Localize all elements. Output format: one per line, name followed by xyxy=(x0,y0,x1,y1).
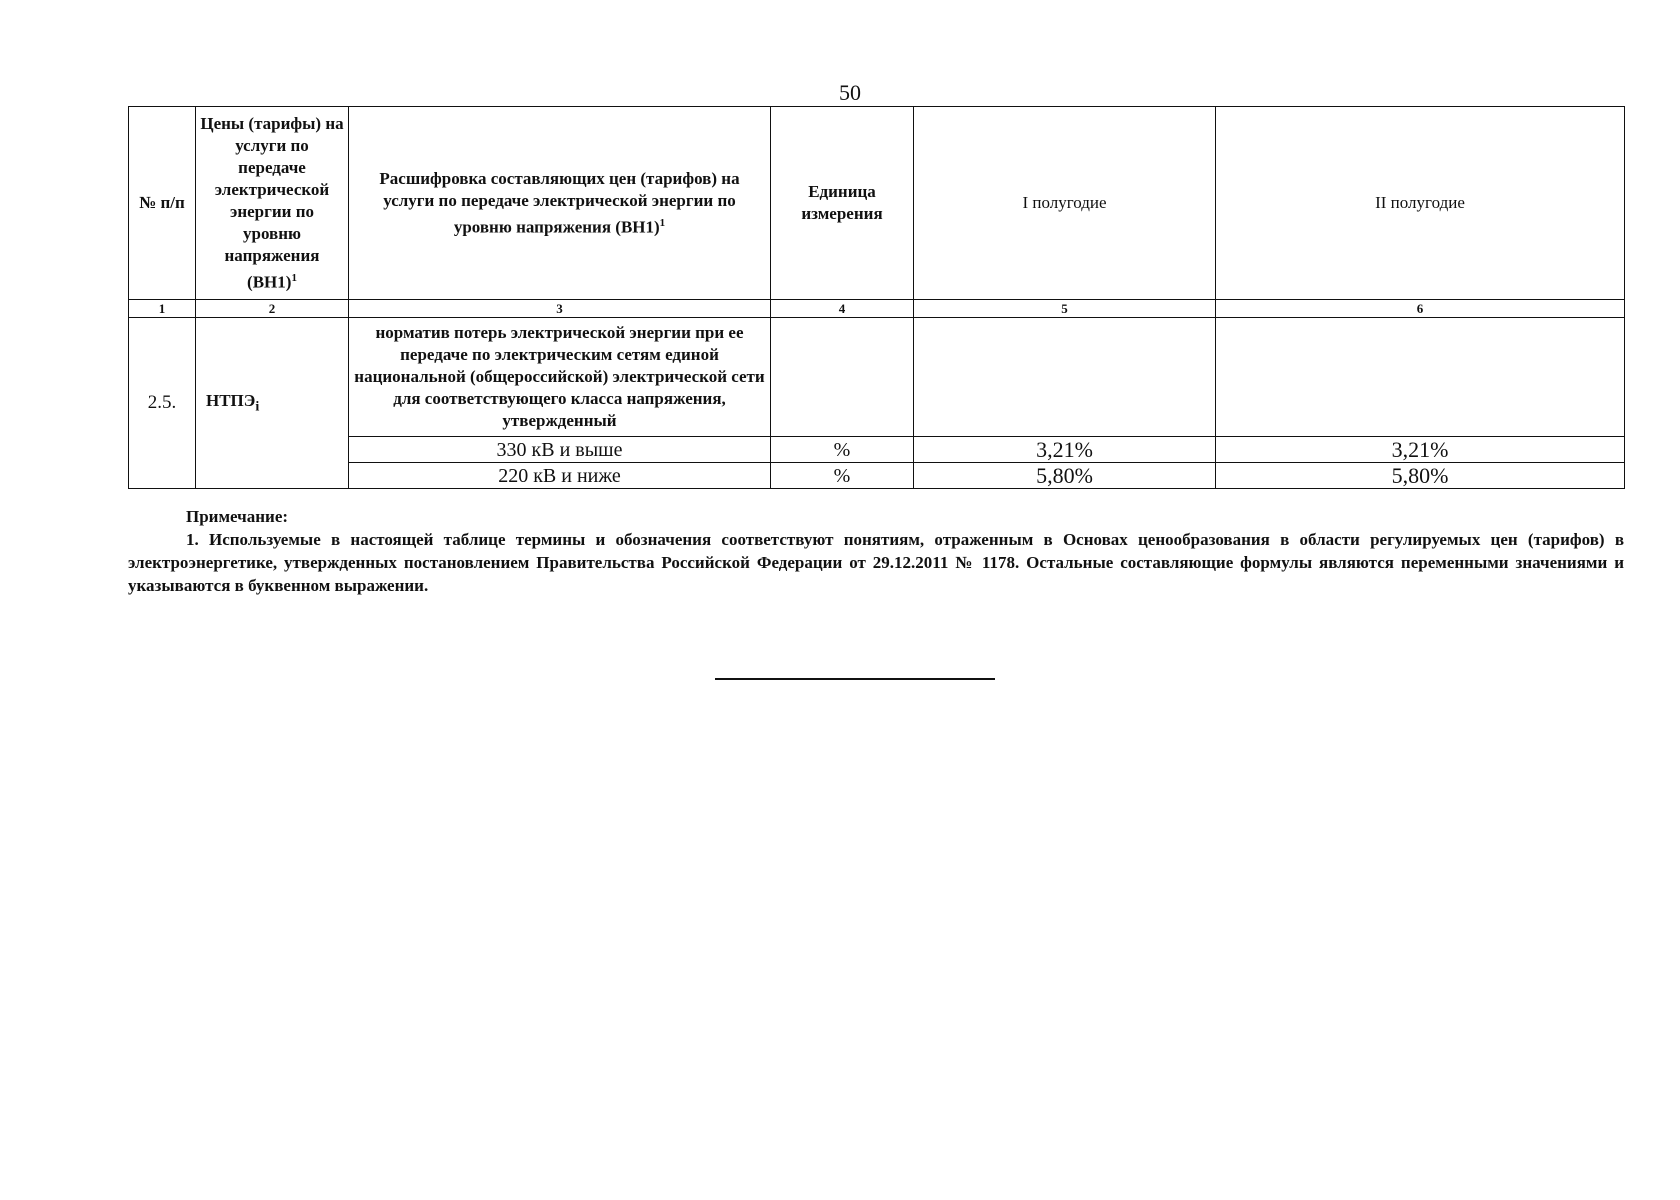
value-half-2: 5,80% xyxy=(1216,463,1625,489)
empty-cell xyxy=(914,318,1216,437)
column-number: 3 xyxy=(349,300,771,318)
empty-cell xyxy=(771,318,914,437)
voltage-class: 330 кВ и выше xyxy=(349,437,771,463)
header-unit: Единица измерения xyxy=(771,107,914,300)
footnote-mark: 1 xyxy=(659,216,666,229)
header-number: № п/п xyxy=(129,107,196,300)
page-number: 50 xyxy=(839,80,861,105)
value-half-1: 3,21% xyxy=(914,437,1216,463)
row-number: 2.5. xyxy=(129,318,196,489)
empty-cell xyxy=(1216,318,1625,437)
column-number: 4 xyxy=(771,300,914,318)
row-description: норматив потерь электрической энергии при ее передаче по электрическим сетям единой национальной (общероссийской) электрической сети для соответствующего класса напряжения, утвержденный xyxy=(349,318,771,437)
footnote-mark: 1 xyxy=(291,271,297,284)
column-number-row xyxy=(129,300,1625,318)
note-title: Примечание: xyxy=(186,507,289,526)
header-half-2: II полугодие xyxy=(1216,107,1625,300)
header-half-1: I полугодие xyxy=(914,107,1216,300)
table-row xyxy=(129,463,1625,489)
value-half-1: 5,80% xyxy=(914,463,1216,489)
unit-cell: % xyxy=(771,463,914,489)
header-breakdown: Расшифровка составляющих цен (тарифов) на услуги по передаче электрической энергии по уровню напряжения $(ВН1)^1$ xyxy=(349,107,771,300)
value-half-2: 3,21% xyxy=(1216,437,1625,463)
unit-cell: % xyxy=(771,437,914,463)
note-text: 1. Используемые в настоящей таблице термины и обозначения соответствуют понятиям, отраженным в Основах ценообразования в области регулируемых цен (тарифов) в электроэнергетике, утвержденных постановлением Правительства Российской Федерации от 29.12.2011 № 1178. Остальные составляющие формулы являются переменными значениями и указываются в буквенном выражении. xyxy=(128,530,1624,595)
tariff-table xyxy=(128,106,1625,489)
note-section xyxy=(128,505,1624,597)
voltage-class: 220 кВ и ниже xyxy=(349,463,771,489)
table-row xyxy=(129,318,1625,437)
column-number: 5 xyxy=(914,300,1216,318)
closing-divider xyxy=(715,678,995,680)
header-tariff: Цены (тарифы) на услуги по передаче электрической энергии по уровню напряжения $(ВН1)^1$ xyxy=(196,107,349,300)
column-number: 1 xyxy=(129,300,196,318)
code-subscript: i xyxy=(255,398,260,415)
header-row xyxy=(129,107,1625,300)
column-number: 6 xyxy=(1216,300,1625,318)
column-number: 2 xyxy=(196,300,349,318)
row-code: $НТПЭ_i$ xyxy=(196,318,349,489)
table-row xyxy=(129,437,1625,463)
